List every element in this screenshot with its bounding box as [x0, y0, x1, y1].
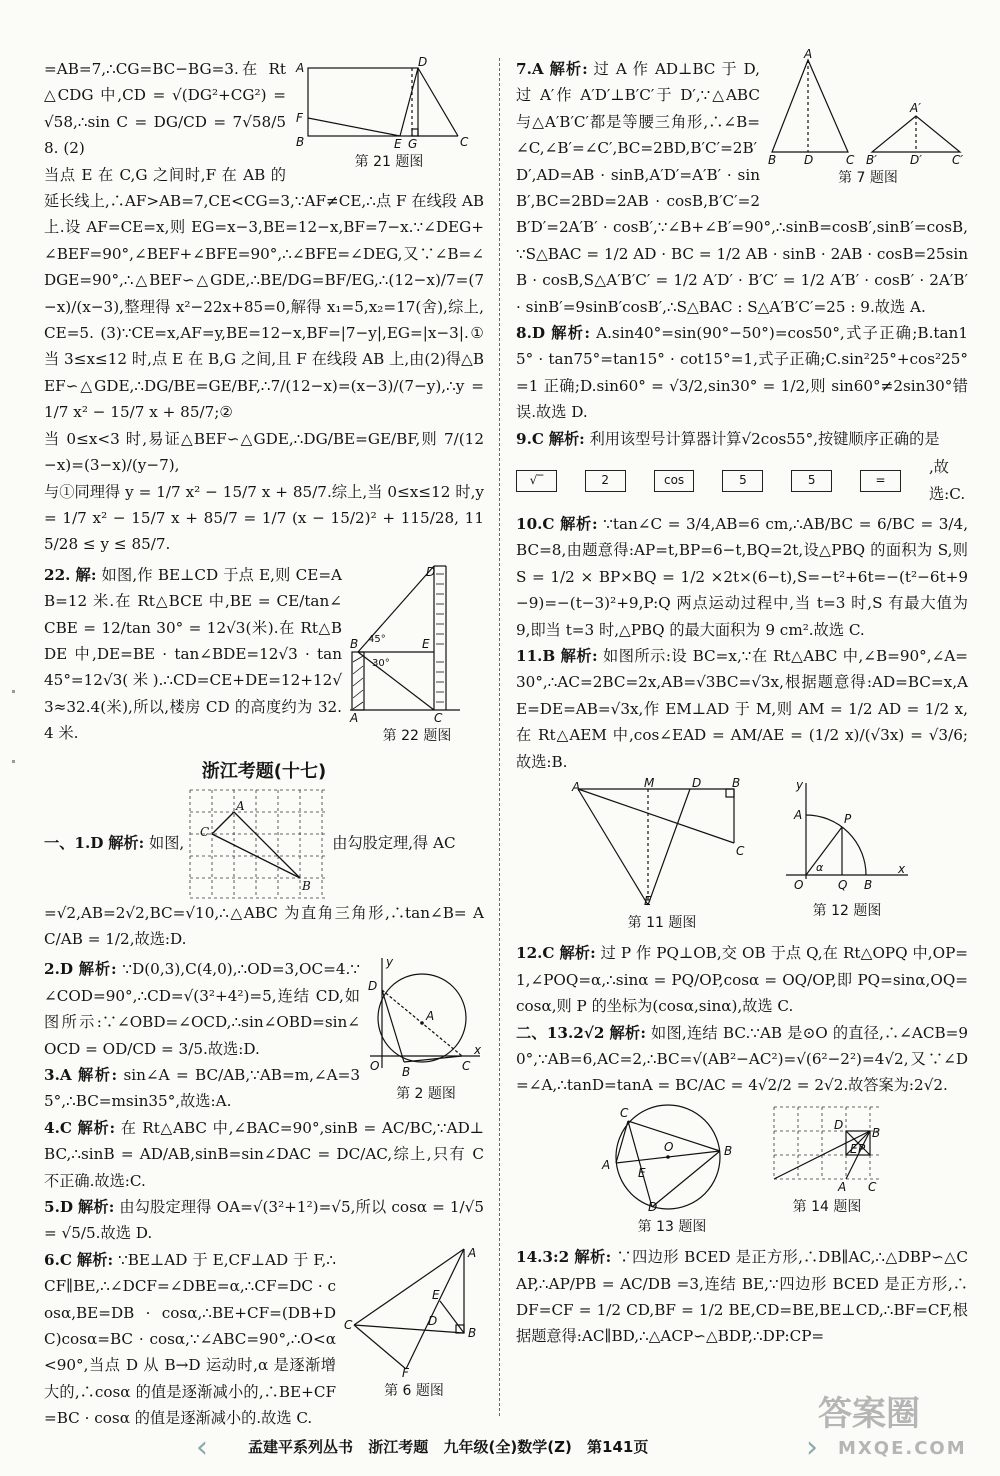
q10-answer [516, 511, 968, 643]
question-number: 8.D [516, 324, 546, 343]
page-number: 第141页 [587, 1438, 649, 1456]
fig7-label: B′ [866, 153, 877, 167]
footer-text [248, 1436, 648, 1457]
figure-21 [294, 55, 484, 175]
fig14-label: A [838, 1179, 847, 1194]
figure-caption: 第 2 题图 [396, 1086, 456, 1103]
solution-label: 解析: [108, 834, 145, 853]
question-number: 6.C [44, 1250, 72, 1269]
fig11-label: M [644, 775, 655, 790]
fig13-label: A [602, 1157, 611, 1172]
watermark-main: 答案圈 [818, 1394, 920, 1434]
fig7-label: C [846, 153, 855, 167]
watermark-logo [818, 1386, 988, 1470]
figure-row-11-12 [516, 775, 968, 936]
figure-7 [768, 47, 968, 191]
calculator-key-sequence [516, 454, 968, 507]
solution-label: 解析: [78, 1065, 118, 1084]
fig12-label: P [844, 811, 852, 826]
q21-part2: 当点 E 在 C,G 之间时,F 在 AB 的延长线上,∴AF>AB=7,CE<CG=3,∵AF≠CE,∴点 F 在线段 AB 上.设 AF=CE=x,则 EG=x−3,BE=12−x,BF=7−x.∵∠DEG+∠BEF=90°,∠BEF+∠BFE=90°,∴∠BFE=∠DEG,又∵∠B=∠DGE=90°,∴△BEF∽△GDE,∴BE/DG=BF/EG,∴(12−x)/7=(7−x)/(x−3),整理得 x²−22x+85=0,解得 x₁=5,x₂=17(舍),综上,CE=5. (3)∵CE=x,AF=y,BE=12−x,BF=|7−y|,EG=|x−3|.①当 3≤x≤12 时,点 E 在 B,G 之间,且 F 在线段 AB 上,由(2)得△BEF∽△GDE,∴DG/BE=GE/BF,∴7/(12−x)=(x−3)/(7−y),∴y = 1/7 x² − 15/7 x + 85/7;② [44, 165, 484, 422]
fig14-label: D [834, 1117, 844, 1132]
solution-label: 解析: [548, 429, 585, 448]
q11-answer [516, 643, 968, 775]
solution-label: 解析: [78, 960, 117, 979]
chevron-left-icon: ‹ [196, 1430, 208, 1465]
question-number: 11.B [516, 646, 556, 665]
fig22-label: A [350, 710, 359, 725]
solution-label: 解析: [78, 1198, 115, 1216]
fig21-label: G [408, 137, 418, 151]
fig21-label: E [394, 137, 402, 151]
watermark-sub: MXQE.COM [838, 1438, 967, 1459]
fig2-label: A [426, 1009, 435, 1024]
q21-conclusion: 与①同理得 y = 1/7 x² − 15/7 x + 85/7.综上,当 0≤x≤12 时,y = 1/7 x² − 15/7 x + 85/7 = 1/7 (x − 15/2)² + 115/28, 115/28 ≤ y ≤ 85/7. [44, 482, 484, 554]
grid-label: C [200, 824, 210, 839]
fig13-label: B [724, 1143, 733, 1158]
fig2-label: x [474, 1043, 482, 1058]
figure-6 [344, 1247, 484, 1404]
series-name: 孟建平系列丛书 [248, 1438, 354, 1456]
fig6-label: D [428, 1313, 438, 1328]
grid-figure [188, 788, 328, 900]
question-number: 7.A [516, 60, 544, 78]
question-number: 2.D [44, 960, 74, 979]
scan-dot [12, 760, 15, 763]
fig11-label: C [736, 843, 745, 858]
q5-answer [44, 1194, 484, 1247]
question-number: 10.C [516, 514, 555, 533]
q21-part3: 当 0≤x<3 时,易证△BEF∽△GDE,∴DG/BE=GE/BF,则 7/(12−x)=(3−x)/(y−7), [44, 429, 484, 475]
fig14-label: B [872, 1125, 881, 1140]
figure-12 [782, 779, 912, 936]
fig22-label: D [426, 564, 436, 579]
grade-subject: 九年级(全)数学(Z) [443, 1438, 572, 1456]
q12-text: 过 P 作 PQ⊥OB,交 OB 于点 Q,在 Rt△OPQ 中,OP=1,∠POQ=α,∴sinα = PQ/OP,cosα = OQ/OP,即 PQ=sinα,OQ=cosα,则 P 的坐标为(cosα,sinα),故选 C. [516, 944, 969, 1016]
question-number: 二、13.2√2 [516, 1023, 605, 1042]
q4-text: 在 Rt△ABC 中,∠BAC=90°,sinB = AC/BC,∵AD⊥BC,∴sinB = AD/AB,sinB=sin∠DAC = DC/AC,综上,只有 C 不正确.故选:C. [44, 1118, 485, 1190]
fig21-label: A [296, 61, 305, 75]
q1-text-b: 由勾股定理,得 AC [332, 834, 456, 853]
fig6-label: A [468, 1245, 477, 1260]
figure-13 [602, 1103, 742, 1240]
fig6-label: C [344, 1317, 353, 1332]
fig2-label: y [386, 955, 394, 970]
fig12-angle: α [816, 860, 824, 874]
question-number: 9.C [516, 429, 544, 448]
fig7-label: A′ [910, 101, 921, 115]
fig2-label: D [368, 979, 378, 994]
solution-label: 解: [75, 565, 97, 584]
calc-key: 5 [791, 470, 832, 492]
fig12-label: A [794, 807, 803, 822]
fig21-label: F [296, 111, 303, 125]
fig12-label: B [864, 877, 873, 892]
figure-caption: 第 7 题图 [838, 170, 898, 186]
q8-text: A.sin40°=sin(90°−50°)=cos50°,式子正确;B.tan15° · tan75°=tan15° · cot15°=1,式子正确;C.sin²25°+cos²25°=1 正确;D.sin60° = √3/2,sin30° = 1/2,则 sin60°≠2sin30°错误.故选 D. [516, 324, 968, 422]
fig12-label: O [794, 877, 804, 892]
grid-label: B [302, 878, 312, 893]
chevron-right-icon: › [806, 1430, 818, 1465]
grid-label: A [236, 798, 245, 813]
question-number: 5.D [44, 1198, 74, 1216]
q2-text: ∵D(0,3),C(4,0),∴OD=3,OC=4.∵∠COD=90°,∴CD=√(3²+4²)=5,连结 CD,如图所示:∵∠OBD=∠OCD,∴sin∠OBD=sin∠OCD = OD/CD = 3/5.故选:D. [44, 960, 361, 1058]
fig12-label: x [898, 861, 906, 876]
solution-label: 解析: [574, 1248, 612, 1267]
q9-text: 利用该型号计算器计算√2cos55°,按键顺序正确的是 [589, 429, 940, 448]
figure-caption: 第 14 题图 [792, 1198, 862, 1215]
figure-row-13-14 [516, 1103, 968, 1240]
figure-caption: 第 6 题图 [384, 1382, 444, 1399]
figure-22 [350, 562, 484, 749]
fig22-angle: 45° [368, 633, 386, 645]
q10-text: ∵tan∠C = 3/4,AB=6 cm,∴AB/BC = 6/BC = 3/4,BC=8,由题意得:AP=t,BP=6−t,BQ=2t,设△PBQ 的面积为 S,则 S = 1/2 × BP×BQ = 1/2 ×2t×(6−t),S=−t²+6t=−(t²−6t+9−9)=−(t−3)²+9,P:Q 两点运动过程中,当 t=3 时,S 有最大值为 9,即当 t=3 时,△PBQ 的最大面积为 9 cm².故选 C. [516, 514, 969, 639]
solution-label: 解析: [549, 60, 588, 78]
right-column [516, 47, 969, 1350]
fig22-label: E [422, 636, 430, 651]
question-number: 14.3:2 [516, 1248, 570, 1267]
q13-answer [516, 1020, 968, 1099]
fig7-label: A [804, 47, 813, 61]
figure-caption: 第 11 题图 [627, 914, 697, 931]
fig6-label: F [402, 1365, 409, 1380]
scan-dot [12, 690, 15, 693]
fig2-label: B [402, 1065, 411, 1080]
fig11-label: E [644, 893, 652, 908]
q3-text: sin∠A = BC/AB,∵AB=m,∠A=35°,∴BC=msin35°,故选:A. [44, 1065, 361, 1111]
solution-label: 解析: [560, 514, 598, 533]
fig7-label: C′ [952, 153, 964, 167]
solution-label: 解析: [609, 1023, 646, 1042]
solution-label: 解析: [551, 324, 590, 343]
q13-text: 如图,连结 BC.∵AB 是⊙O 的直径,∴∠ACB=90°,∵AB=6,AC=2,∴BC=√(AB²−AC²)=√(6²−2²)=4√2,又∵∠D=∠A,∴tanD=tanA = BC/AC = 4√2/2 = 2√2.故答案为:2√2. [516, 1023, 969, 1095]
fig14-label: P [858, 1141, 866, 1156]
fig13-label: C [620, 1105, 629, 1120]
figure-14 [772, 1103, 882, 1240]
fig11-label: B [732, 775, 741, 790]
fig21-label: D [418, 55, 428, 69]
fig6-label: E [432, 1287, 440, 1302]
figure-11 [572, 775, 752, 936]
q4-answer [44, 1115, 484, 1194]
calc-key: = [860, 470, 901, 492]
fig12-label: y [796, 777, 804, 792]
q11-text: 如图所示:设 BC=x,∵在 Rt△ABC 中,∠B=90°,∠A=30°,∴AC=2BC=2x,AB=√3BC=√3x,根据题意得:AD=BC=x,AE=DE=AB=√3x,作 EM⊥AD 于 M,则 AM = 1/2 AD = 1/2 x,在 Rt△AEM 中,cos∠EAD = AM/AE = (1/2 x)/(√3x) = √3/6;故选:B. [516, 646, 969, 771]
q8-answer [516, 320, 968, 426]
question-number: 3.A [44, 1065, 72, 1084]
fig6-label: B [468, 1325, 477, 1340]
fig12-label: Q [838, 877, 848, 892]
fig22-label: C [434, 710, 443, 725]
solution-label: 解析: [560, 646, 598, 665]
solution-label: 解析: [77, 1118, 116, 1137]
solution-label: 解析: [76, 1250, 114, 1269]
fig2-label: C [462, 1059, 471, 1074]
figure-caption: 第 13 题图 [637, 1218, 707, 1235]
calc-key: √‾ [516, 470, 557, 492]
fig22-angle: 30° [372, 657, 390, 669]
figure-caption: 第 22 题图 [382, 727, 452, 744]
calc-key: 2 [585, 470, 626, 492]
question-number: 4.C [44, 1118, 72, 1137]
q1-text-a: 如图, [149, 834, 185, 853]
q7-text: 过 A 作 AD⊥BC 于 D,过 A′作 A′D′⊥B′C′于 D′,∵△ABC 与△A′B′C′都是等腰三角形,∴∠B=∠C,∠B′=∠C′,BC=2BD,B′C′=2B′D′,AD=AB · sinB,A′D′=A′B′ · sinB′,BC=2BD=2AB · cosB,B′C′=2B′D′=2A′B′ · cosB′,∵∠B+∠B′=90°,∴sinB=cosB′,sinB′=cosB,∵S△BAC = 1/2 AD · BC = 1/2 AB · sinB · 2AB · cosB=25sinB · cosB,S△A′B′C′ = 1/2 A′D′ · B′C′ = 1/2 A′B′ · cosB′ · 2A′B′ · sinB′=9sinB′cosB′,∴S△BAC : S△A′B′C′=25 : 9.故选 A. [516, 60, 968, 316]
fig13-label: E [638, 1165, 646, 1180]
q6-text: ∵BE⊥AD 于 E,CF⊥AD 于 F,∴CF∥BE,∴∠DCF=∠DBE=α,∴CF=DC · cosα,BE=DB · cosα,∴BE+CF=(DB+DC)cosα=BC · cosα,∵∠ABC=90°,∴O<α<90°,当点 D 从 B→D 运动时,α 是逐渐增大的,∴cosα 的值是逐渐减小的,∴BE+CF=BC · cosα 的值是逐渐减小的.故选 C. [44, 1250, 337, 1428]
figure-caption: 第 12 题图 [812, 902, 882, 919]
fig7-label: D′ [910, 153, 922, 167]
fig7-label: B [768, 153, 777, 167]
q21-continuation: =AB=7,∴CG=BC−BG=3.在 Rt△CDG 中,CD = √(DG²+CG²) = √58,∴sin C = DG/CD = 7√58/58. (2) [44, 60, 286, 158]
fig2-label: O [370, 1059, 380, 1074]
section-title: 浙江考题(十七) [201, 761, 327, 783]
fig13-label: D [648, 1199, 658, 1214]
q22-text: 如图,作 BE⊥CD 于点 E,则 CE=AB=12 米.在 Rt△BCE 中,BE = CE/tan∠CBE = 12/tan 30° = 12√3(米).在 Rt△BDE 中,DE=BE · tan∠BDE=12√3 · tan 45°=12√3(米).∴CD=CE+DE=12+12√3≈32.4(米),所以,楼房 CD 的高度约为 32.4 米. [44, 565, 343, 743]
calc-key: 5 [722, 470, 763, 492]
fig13-label: O [664, 1139, 674, 1154]
q14-text: ∵四边形 BCED 是正方形,∴DB∥AC,∴△DBP∽△CAP,∴AP/PB = AC/DB =3,连结 BE,∵四边形 BCED 是正方形,∴DF=CF = 1/2 CD,BF = 1/2 BE,CD=BE,BE⊥CD,∴BF=CF,根据题意得:AC∥BD,∴△ACP∽△BDP,∴DP:CP= [516, 1248, 969, 1346]
fig22-label: B [350, 636, 359, 651]
question-number: 22. [44, 565, 71, 584]
fig21-label: C [460, 135, 469, 149]
question-number: 12.C [516, 944, 555, 963]
column-divider [499, 58, 500, 1416]
fig11-label: A [572, 779, 581, 794]
calc-key: cos [654, 470, 695, 492]
solution-label: 解析: [559, 944, 596, 963]
q1-text-c: =√2,AB=2√2,BC=√10,∴△ABC 为直角三角形,∴tan∠B= AC/AB = 1/2,故选:D. [44, 903, 484, 948]
q12-answer [516, 940, 968, 1019]
figure-2 [368, 956, 484, 1107]
q9-end: ,故选:C. [928, 458, 966, 503]
fig7-label: D [804, 153, 814, 167]
fig14-label: E [850, 1141, 858, 1156]
fig11-label: D [692, 775, 702, 790]
left-column [44, 56, 484, 1432]
q14-answer [516, 1244, 968, 1350]
q9-answer [516, 426, 968, 452]
question-number: 一、1.D [44, 834, 104, 853]
fig14-label: C [868, 1179, 877, 1194]
fig21-label: B [296, 135, 305, 149]
book-name: 浙江考题 [368, 1438, 429, 1456]
q5-text: 由勾股定理得 OA=√(3²+1²)=√5,所以 cosα = 1/√5 = √5/5.故选 D. [44, 1198, 484, 1243]
figure-caption: 第 21 题图 [354, 154, 424, 170]
